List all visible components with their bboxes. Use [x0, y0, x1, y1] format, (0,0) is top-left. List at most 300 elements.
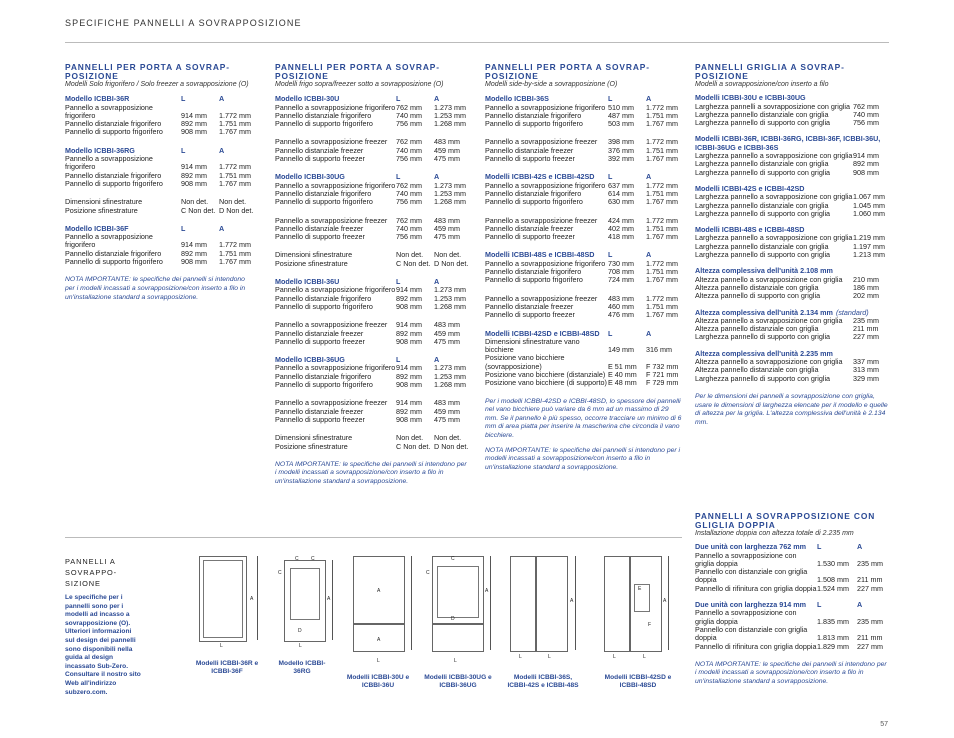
spec-value-a: 1.268 mm: [434, 119, 466, 129]
model-block: [485, 95, 682, 128]
spec-value-a: 1.268 mm: [434, 197, 466, 207]
model-name: Modello ICBBI-30U: [275, 94, 340, 104]
spec-value-a: 1.772 mm: [219, 162, 251, 172]
col-header-l: L: [181, 223, 186, 233]
col-header-l: L: [396, 172, 401, 182]
spec-label: Dimensioni sfinestrature: [275, 250, 353, 260]
model-block: [65, 225, 255, 266]
spec-value-a: 475 mm: [434, 154, 460, 164]
spec-value-l: 630 mm: [608, 197, 634, 207]
spec-label: Larghezza pannello a sovrapposizione con griglia: [695, 233, 853, 243]
spec-row: [485, 338, 682, 355]
model-name: Modello ICBBI-36S: [485, 94, 549, 104]
spec-value-l: 914 mm: [396, 320, 422, 330]
col-header-a: A: [646, 250, 652, 260]
spec-value: 1.219 mm: [853, 233, 885, 243]
spec-label: Pannello a sovrapposizione frigorifero: [485, 102, 606, 112]
spec-label: Pannello distanziale freezer: [275, 223, 364, 233]
spec-label: Pannello di supporto frigorifero: [65, 127, 163, 137]
spec-value-a: 1.772 mm: [646, 258, 678, 268]
grille-group: [695, 185, 889, 218]
spec-row: [65, 258, 255, 266]
spec-label: Posizione sfinestrature: [65, 205, 138, 215]
section-subtitle: Installazione doppia con altezza totale di 2.235 mm: [695, 530, 854, 537]
col-header-a: A: [434, 94, 440, 104]
spec-value-a: F 732 mm: [646, 361, 679, 371]
grille-group: [695, 94, 889, 127]
spec-value-l: 756 mm: [396, 232, 422, 242]
col-header-l: L: [396, 277, 401, 287]
spec-value-a: 483 mm: [434, 320, 460, 330]
spec-label: Pannello a sovrapposizione con griglia doppia: [695, 550, 797, 568]
model-name: Modello ICBBI-36U: [275, 277, 340, 287]
spec-value-l: 914 mm: [181, 110, 207, 120]
spec-value-l: 908 mm: [396, 414, 422, 424]
spec-value-a: 1.273 mm: [434, 102, 466, 112]
spec-label: Pannello distanziale frigorifero: [65, 170, 162, 180]
spec-label: Pannello di supporto frigorifero: [275, 197, 373, 207]
spec-row: [65, 207, 255, 215]
diagram-caption: Modelli ICBBI-36S, ICBBI-42S e ICBBI-48S: [507, 674, 579, 689]
model-block: [275, 217, 470, 242]
spec-value-l: 510 mm: [608, 102, 634, 112]
spec-label: Larghezza pannello di supporto con griglia: [695, 373, 831, 383]
spec-row: [275, 381, 470, 389]
grille-group-name: Modelli ICBBI-30U e ICBBI-30UG: [695, 93, 806, 103]
spec-label: Altezza pannello distanziale con griglia: [695, 365, 819, 375]
spec-value-a: 475 mm: [434, 336, 460, 346]
important-note: NOTA IMPORTANTE: le specifiche dei pannelli si intendono per i modelli incassati a sovrapposizione/con inserto a filo in un'installazione standard a sovrapposizione.: [65, 276, 246, 301]
spec-label: Pannello di supporto freezer: [275, 154, 365, 164]
spec-label: Pannello di supporto freezer: [485, 310, 575, 320]
spec-value-l: 892 mm: [396, 406, 422, 416]
spec-value-a: 227 mm: [857, 583, 883, 593]
spec-value-l: 1.829 mm: [817, 641, 849, 651]
spec-label: Larghezza pannello distanziale con griglia: [695, 241, 829, 251]
important-note: NOTA IMPORTANTE: le specifiche dei pannelli si intendono per i modelli incassati a sovrapposizione/con inserto a filo in un'installazione standard a sovrapposizione.: [275, 460, 467, 485]
important-note: NOTA IMPORTANTE: le specifiche dei pannelli si intendono per i modelli incassati a sovrapposizione/con inserto a filo in un'installazione standard a sovrapposizione.: [485, 446, 681, 471]
diagram-caption: Modelli ICBBI-30UG e ICBBI-36UG: [424, 674, 492, 689]
spec-label: Pannello distanziale frigorifero: [65, 119, 162, 129]
spec-label: Pannello distanziale freezer: [485, 301, 574, 311]
section-title: PANNELLI PER PORTA A SOVRAP- POSIZIONE: [485, 62, 650, 81]
spec-label: Pannello distanziale frigorifero: [65, 248, 162, 258]
spec-value-l: 376 mm: [608, 145, 634, 155]
spec-value-l: 418 mm: [608, 232, 634, 242]
spec-label: Pannello con distanziale con griglia doppia: [695, 624, 808, 643]
spec-value-a: 475 mm: [434, 414, 460, 424]
spec-value-a: 459 mm: [434, 145, 460, 155]
spec-value-a: 1.767 mm: [646, 154, 678, 164]
col-header-l: L: [396, 94, 401, 104]
spec-label: Pannello a sovrapposizione frigorifero: [65, 154, 153, 172]
spec-value-l: 914 mm: [181, 162, 207, 172]
spec-value-a: 1.751 mm: [219, 119, 251, 129]
spec-value-l: 1.530 mm: [817, 558, 849, 568]
spec-label: Pannello distanziale frigorifero: [275, 293, 372, 303]
model-name: Modelli ICBBI-42SD e ICBBI-48SD: [485, 328, 600, 338]
spec-row: [695, 568, 889, 585]
model-name: Modello ICBBI-36F: [65, 223, 129, 233]
model-block: [275, 173, 470, 206]
spec-value-a: 483 mm: [434, 215, 460, 225]
double-grille-group: [695, 601, 889, 651]
col-header-l: L: [181, 94, 186, 104]
spec-row: [65, 104, 255, 121]
spec-value: 210 mm: [853, 274, 879, 284]
section-title: PANNELLI A SOVRAPPOSIZIONE CON GLIGLIA DOPPIA: [695, 511, 876, 530]
spec-value-a: D Non det.: [434, 441, 469, 451]
spec-label: Altezza pannello a sovrapposizione con griglia: [695, 357, 843, 367]
spec-label: Pannello a sovrapposizione frigorifero: [485, 180, 606, 190]
col-overlay-side-by-side: [485, 63, 682, 472]
col-header-a: A: [646, 172, 652, 182]
spec-row: [485, 276, 682, 284]
spec-value-l: 892 mm: [181, 119, 207, 129]
bottom-rule: [65, 537, 682, 538]
spec-value-l: 762 mm: [396, 215, 422, 225]
grille-group: [695, 267, 889, 300]
col-header-l: L: [608, 172, 613, 182]
spec-row: [695, 333, 889, 341]
section-subtitle: Modelli frigo sopra/freezer sotto a sovrapposizione (O): [275, 81, 444, 88]
spec-label: Larghezza pannello di supporto con griglia: [695, 250, 831, 260]
spec-value-a: 1.273 mm: [434, 363, 466, 373]
model-block: [275, 321, 470, 346]
spec-value-a: Non det.: [434, 250, 462, 260]
spec-row: [485, 379, 682, 387]
spec-label: Pannello a sovrapposizione frigorifero: [275, 363, 396, 373]
spec-value: 1.197 mm: [853, 241, 885, 251]
spec-value-a: 316 mm: [646, 345, 672, 355]
spec-label: Pannello di supporto freezer: [275, 336, 365, 346]
spec-row: [65, 155, 255, 172]
spec-value-l: 914 mm: [396, 363, 422, 373]
spec-value-l: 740 mm: [396, 223, 422, 233]
spec-value-a: 1.751 mm: [646, 188, 678, 198]
spec-value-l: 1.508 mm: [817, 575, 849, 585]
spec-row: [275, 120, 470, 128]
spec-row: [695, 375, 889, 383]
spec-value-a: 1.253 mm: [434, 188, 466, 198]
model-block: [275, 138, 470, 163]
spec-value-a: 1.751 mm: [219, 170, 251, 180]
spec-value-l: 392 mm: [608, 154, 634, 164]
spec-label: Pannello a sovrapposizione frigorifero: [275, 285, 396, 295]
col-header-a: A: [857, 600, 863, 610]
grille-group-name: Altezza complessiva dell'unità 2.134 mm: [695, 307, 833, 317]
spec-row: [695, 251, 889, 259]
spec-label: Pannello a sovrapposizione frigorifero: [65, 232, 153, 250]
spec-label: Pannello a sovrapposizione freezer: [275, 215, 388, 225]
grille-group-name: Modelli ICBBI-36R, ICBBI-36RG, ICBBI-36F, ICBBI-36U, ICBBI-36UG e ICBBI-36S: [695, 134, 881, 152]
spec-row: [695, 210, 889, 218]
spec-label: Posizione vano bicchiere (sovrapposizione): [485, 353, 565, 371]
spec-value: 908 mm: [853, 167, 879, 177]
spec-value: 313 mm: [853, 365, 879, 375]
spec-row: [275, 338, 470, 346]
spec-value-l: 708 mm: [608, 267, 634, 277]
col-header-l: L: [817, 542, 822, 552]
spec-row: [275, 260, 470, 268]
spec-label: Larghezza pannello di supporto con griglia: [695, 208, 831, 218]
spec-label: Pannello distanziale frigorifero: [275, 371, 372, 381]
spec-label: Pannello a sovrapposizione freezer: [275, 320, 388, 330]
model-block: [275, 251, 470, 268]
col-header-a: A: [219, 223, 225, 233]
spec-value-a: 1.767 mm: [219, 127, 251, 137]
spec-value-l: Non det.: [181, 197, 209, 207]
spec-value: 1.213 mm: [853, 250, 885, 260]
spec-value-a: 1.751 mm: [646, 110, 678, 120]
spec-label: Pannello di supporto frigorifero: [485, 275, 583, 285]
spec-value-l: E 40 mm: [608, 370, 637, 380]
spec-label: Altezza pannello a sovrapposizione con griglia: [695, 274, 843, 284]
spec-value-l: 762 mm: [396, 180, 422, 190]
col-overlay-single: [65, 63, 255, 302]
spec-value-a: 1.772 mm: [646, 180, 678, 190]
diagram-caption: Modelli ICBBI-30U e ICBBI-36U: [346, 674, 410, 689]
spec-row: [485, 311, 682, 319]
spec-value-a: F 729 mm: [646, 378, 679, 388]
spec-value-a: 483 mm: [434, 398, 460, 408]
grille-group: [695, 226, 889, 259]
spec-value-l: 614 mm: [608, 188, 634, 198]
spec-value-a: 211 mm: [857, 633, 883, 643]
spec-value-l: C Non det.: [396, 441, 431, 451]
model-block: [485, 251, 682, 284]
spec-value-a: 1.751 mm: [646, 223, 678, 233]
spec-value: 1.045 mm: [853, 200, 885, 210]
group-name: Due unità con larghezza 914 mm: [695, 600, 807, 610]
spec-value-l: 398 mm: [608, 137, 634, 147]
spec-label: Posizione vano bicchiere (di supporto): [485, 378, 607, 388]
spec-row: [485, 120, 682, 128]
spec-label: Dimensioni sfinestrature vano bicchiere: [485, 336, 580, 355]
model-name: Modello ICBBI-36RG: [65, 145, 135, 155]
spec-label: Pannello di supporto frigorifero: [275, 301, 373, 311]
spec-row: [695, 169, 889, 177]
spec-value-l: 730 mm: [608, 258, 634, 268]
spec-value-a: D Non det.: [434, 258, 469, 268]
model-block: [275, 278, 470, 311]
spec-row: [275, 155, 470, 163]
spec-value-l: 1.835 mm: [817, 616, 849, 626]
spec-value-l: 424 mm: [608, 215, 634, 225]
spec-label: Larghezza pannello di supporto con griglia: [695, 167, 831, 177]
spec-value-a: 1.772 mm: [646, 137, 678, 147]
spec-label: Pannello di supporto frigorifero: [275, 380, 373, 390]
spec-value-a: 1.767 mm: [646, 232, 678, 242]
col-double-grille: [695, 512, 889, 687]
spec-value-a: 1.751 mm: [646, 267, 678, 277]
spec-label: Posizione vano bicchiere (distanziale): [485, 370, 606, 380]
section-title: PANNELLI GRIGLIA A SOVRAP- POSIZIONE: [695, 62, 845, 81]
spec-value: 186 mm: [853, 282, 879, 292]
spec-label: Pannello a sovrapposizione frigorifero: [275, 102, 396, 112]
spec-value-l: 914 mm: [396, 398, 422, 408]
group-name: Due unità con larghezza 762 mm: [695, 542, 807, 552]
spec-row: [485, 233, 682, 241]
spec-value: 1.067 mm: [853, 192, 885, 202]
spec-label: Larghezza pannello di supporto con griglia: [695, 118, 831, 128]
spec-label: Pannello distanziale frigorifero: [275, 110, 372, 120]
model-block: [275, 95, 470, 128]
model-block: [485, 173, 682, 206]
spec-label: Pannello di rifinitura con griglia doppia: [695, 583, 817, 593]
spec-value-a: 483 mm: [434, 137, 460, 147]
spec-value-l: 892 mm: [396, 328, 422, 338]
grille-note: Per le dimensioni dei pannelli a sovrapposizione con griglia, usare le dimensioni di larghezza elencate per il modello e quelle di altezza per la griglia. L'altezza complessiva dell'unità è 2.134 mm.: [695, 392, 888, 426]
model-name: Modello ICBBI-30UG: [275, 172, 345, 182]
spec-value-a: 1.772 mm: [219, 110, 251, 120]
spec-value-a: 1.751 mm: [219, 248, 251, 258]
models: [65, 95, 255, 266]
spec-label: Altezza pannello distanziale con griglia: [695, 324, 819, 334]
spec-label: Pannello a sovrapposizione con griglia doppia: [695, 608, 797, 626]
spec-label: Pannello di supporto freezer: [275, 414, 365, 424]
model-block: [275, 399, 470, 424]
model-name: Modello ICBBI-36R: [65, 94, 130, 104]
spec-value-l: 487 mm: [608, 110, 634, 120]
section-subtitle: Modelli Solo frigorifero / Solo freezer a sovrapposizione (O): [65, 81, 249, 88]
spec-value-l: 503 mm: [608, 119, 634, 129]
col-header-a: A: [646, 328, 652, 338]
panels-heading: PANNELLI A SOVRAPPO- SIZIONE: [65, 557, 118, 588]
top-rule: [65, 42, 889, 43]
spec-value: 202 mm: [853, 291, 879, 301]
spec-value-l: 460 mm: [608, 301, 634, 311]
spec-row: [275, 303, 470, 311]
spec-value-a: 1.767 mm: [646, 119, 678, 129]
col-overlay-over-under: [275, 63, 470, 487]
spec-value-a: 1.253 mm: [434, 371, 466, 381]
grille-group-name: Altezza complessiva dell'unità 2.108 mm: [695, 266, 833, 276]
spec-label: Pannello di supporto freezer: [485, 154, 575, 164]
spec-label: Pannello distanziale freezer: [275, 406, 364, 416]
spec-label: Pannello di supporto frigorifero: [65, 178, 163, 188]
models: [275, 95, 470, 451]
groups: [695, 543, 889, 651]
spec-label: Larghezza pannello distanziale con griglia: [695, 109, 829, 119]
spec-value-a: 1.751 mm: [646, 145, 678, 155]
spec-label: Larghezza pannello di supporto con griglia: [695, 332, 831, 342]
spec-label: Pannello distanziale frigorifero: [275, 188, 372, 198]
col-header-l: L: [608, 328, 613, 338]
spec-value-l: E 51 mm: [608, 361, 637, 371]
spec-value-l: 914 mm: [181, 240, 207, 250]
col-header-a: A: [434, 355, 440, 365]
spec-label: Pannello a sovrapposizione frigorifero: [65, 102, 153, 120]
diagram-caption: Modelli ICBBI-36R e ICBBI-36F: [195, 660, 259, 675]
spec-value-l: 892 mm: [396, 293, 422, 303]
glass-well-note: Per i modelli ICBBI-42SD e ICBBI-48SD, lo spessore dei pannelli nel vano bicchiere può variare da 6 mm ad un massimo di 29 mm. Se il pannello è più spesso, occorre tracciare un minimo di 6 mm di area piatta per inserire la mascherina che circonda il vano bicchiere.: [485, 397, 682, 439]
spec-label: Altezza pannello distanziale con griglia: [695, 282, 819, 292]
spec-row: [275, 443, 470, 451]
spec-value-a: 1.253 mm: [434, 293, 466, 303]
spec-label: Altezza pannello a sovrapposizione con griglia: [695, 315, 843, 325]
spec-label: Pannello di rifinitura con griglia doppia: [695, 641, 817, 651]
spec-value-l: 908 mm: [396, 336, 422, 346]
spec-value-l: 402 mm: [608, 223, 634, 233]
col-header-a: A: [434, 277, 440, 287]
spec-value: 1.060 mm: [853, 208, 885, 218]
spec-value: 740 mm: [853, 109, 879, 119]
spec-row: [485, 354, 682, 371]
col-header-a: A: [646, 94, 652, 104]
model-block: [275, 434, 470, 451]
spec-value-l: 483 mm: [608, 293, 634, 303]
spec-label: Posizione sfinestrature: [275, 258, 348, 268]
spec-value-l: 756 mm: [396, 119, 422, 129]
spec-value-l: 149 mm: [608, 345, 634, 355]
spec-value-a: 1.268 mm: [434, 380, 466, 390]
spec-row: [275, 416, 470, 424]
model-name: Modelli ICBBI-48S e ICBBI-48SD: [485, 250, 595, 260]
spec-value: 235 mm: [853, 315, 879, 325]
spec-value: 227 mm: [853, 332, 879, 342]
grille-group: [695, 350, 889, 383]
spec-label: Pannello distanziale frigorifero: [485, 188, 582, 198]
spec-label: Pannello a sovrapposizione frigorifero: [485, 258, 606, 268]
grille-group-name: Altezza complessiva dell'unità 2.235 mm: [695, 348, 833, 358]
model-block: [65, 147, 255, 188]
spec-label: Pannello di supporto frigorifero: [275, 119, 373, 129]
spec-label: Pannello a sovrapposizione freezer: [485, 215, 598, 225]
spec-value-a: 1.767 mm: [646, 197, 678, 207]
spec-value-a: 1.273 mm: [434, 285, 466, 295]
spec-label: Pannello distanziale freezer: [275, 145, 364, 155]
spec-value-l: 908 mm: [396, 380, 422, 390]
spec-value-a: F 721 mm: [646, 370, 679, 380]
spec-value-l: 740 mm: [396, 145, 422, 155]
model-block: [485, 138, 682, 163]
grille-group: [695, 309, 889, 342]
spec-value-l: Non det.: [396, 250, 424, 260]
spec-label: Pannello distanziale freezer: [485, 145, 574, 155]
col-header-a: A: [219, 145, 225, 155]
spec-row: [485, 198, 682, 206]
spec-value-a: 1.772 mm: [646, 215, 678, 225]
model-block: [65, 198, 255, 215]
spec-label: Larghezza pannello distanziale con griglia: [695, 159, 829, 169]
spec-value-l: 892 mm: [181, 248, 207, 258]
spec-value-a: 227 mm: [857, 641, 883, 651]
spec-value-l: C Non det.: [181, 205, 216, 215]
page-number: 57: [880, 721, 888, 728]
model-block: [275, 356, 470, 389]
spec-value-l: 756 mm: [396, 197, 422, 207]
model-name: Modello ICBBI-36UG: [275, 355, 345, 365]
spec-value: 337 mm: [853, 357, 879, 367]
spec-value-a: D Non det.: [219, 205, 254, 215]
spec-value-a: 1.772 mm: [219, 240, 251, 250]
col-header-l: L: [608, 250, 613, 260]
spec-value-a: 1.273 mm: [434, 180, 466, 190]
spec-value-a: 1.767 mm: [646, 275, 678, 285]
spec-value-l: 892 mm: [181, 170, 207, 180]
spec-value-a: 1.767 mm: [219, 257, 251, 267]
spec-row: [695, 552, 889, 569]
spec-value-a: 459 mm: [434, 223, 460, 233]
spec-value-l: 908 mm: [396, 301, 422, 311]
models: [485, 95, 682, 387]
spec-label: Larghezza pannelli a sovrapposizione con griglia: [695, 101, 851, 111]
model-block: [485, 217, 682, 242]
panels-info-text: Le specifiche per i pannelli sono per i modelli ad incasso a sovrapposizione (O). Ulteriori informazioni sul design dei pannelli sono disponibili nella guida al design incassato Sub-Zero. Consultare il nostro sito Web all'indirizzo subzero.com.: [65, 594, 141, 696]
spec-label: Pannello a sovrapposizione freezer: [275, 398, 388, 408]
spec-value-a: 235 mm: [857, 616, 883, 626]
